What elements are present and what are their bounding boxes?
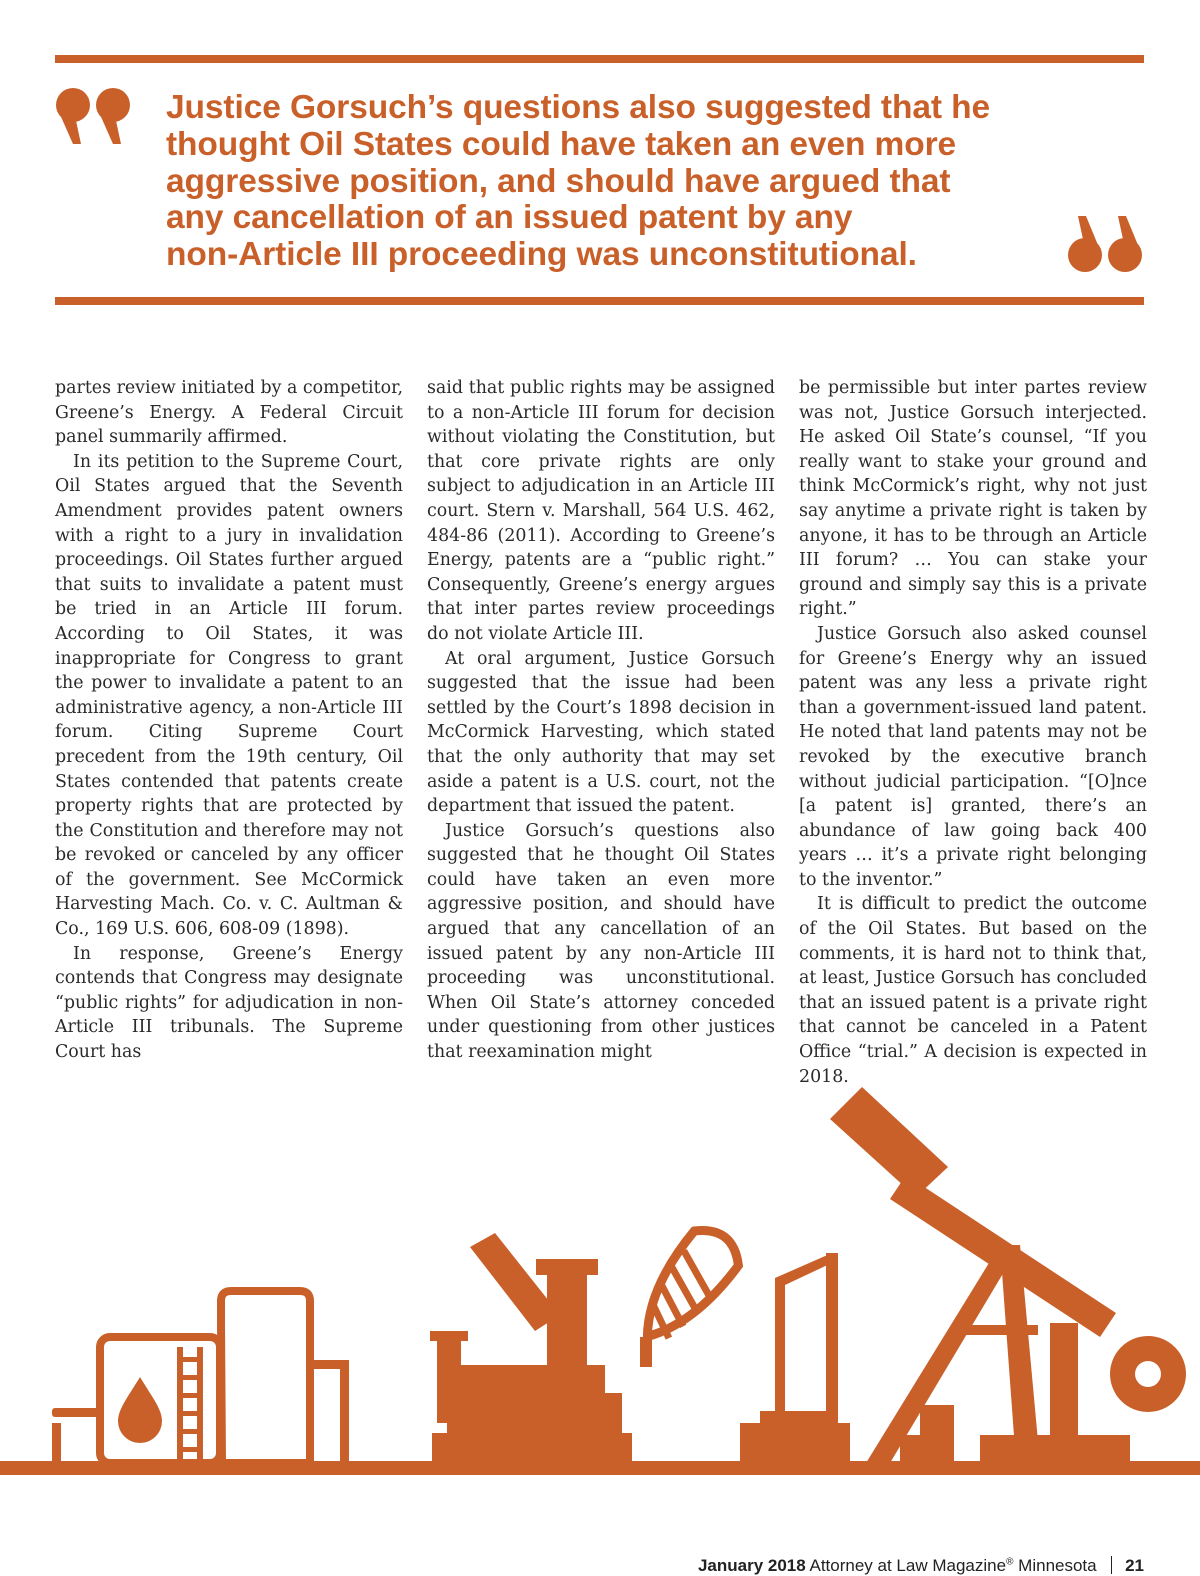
pull-quote-line: thought Oil States could have taken an even more bbox=[166, 125, 957, 163]
paragraph: In its petition to the Supreme Court, Oil States argued that the Seventh Amendment provides patent owners with a right to a jury in invalidation proceedings. Oil States further argued that suits to invalidate a patent must be tried in an Article III forum. According to Oil States, it was inappropriate for Congress to grant the power to invalidate a patent to an administrative agency, a non-Article III forum. Citing Supreme Court precedent from the 19th century, Oil States contended that patents create property rights that are protected by the Constitution and therefore may not be revoked or canceled by any officer of the government. See McCormick Harvesting Mach. Co. v. C. Aultman & Co., 169 U.S. 606, 608-09 (1898). bbox=[55, 451, 403, 940]
article-column-2 bbox=[427, 376, 775, 1065]
bottom-rule bbox=[55, 297, 1144, 305]
footer-magazine: Attorney at Law Magazine bbox=[809, 1556, 1007, 1575]
ladder-icon bbox=[177, 1347, 203, 1461]
paragraph: It is difficult to predict the outcome of the Oil States. But based on the comments, it is hard not to think that, at least, Justice Gorsuch has concluded that an issued patent is a private right that cannot be canceled in a Patent Office “trial.” A decision is expected in 2018. bbox=[799, 894, 1147, 1087]
pull-quote-line: Justice Gorsuch’s questions also suggested that he bbox=[166, 89, 991, 126]
pull-quote bbox=[166, 90, 1066, 274]
close-quote-icon bbox=[1068, 212, 1146, 272]
article-column-3 bbox=[799, 376, 1147, 1089]
paragraph: Justice Gorsuch also asked counsel for Greene’s Energy why an issued patent was any less a private right than a government-issued land patent. He noted that land patents may not be revoked by the executive branch without judicial participation. “[O]nce [a patent is] granted, there’s an abundance of law going back 400 years … it’s a private right belonging to the inventor.” bbox=[799, 623, 1147, 890]
paragraph: At oral argument, Justice Gorsuch suggested that the issue had been settled by the Court’s 1898 decision in McCormick Harvesting, which stated that the only authority that may set aside a patent is a U.S. court, not the department that issued the patent. bbox=[427, 648, 775, 817]
offshore-rig-icon bbox=[430, 1220, 747, 1463]
storage-tank-icon bbox=[52, 1291, 360, 1463]
top-rule bbox=[55, 55, 1144, 63]
oil-drop-icon bbox=[118, 1377, 162, 1443]
footer-date: January 2018 bbox=[697, 1556, 806, 1575]
pull-quote-line: aggressive position, and should have argued that bbox=[166, 162, 951, 200]
article-column-1 bbox=[55, 376, 403, 1065]
paragraph: In response, Greene’s Energy contends that Congress may designate “public rights” for adjudication in non-Article III tribunals. The Supreme Court has bbox=[55, 943, 403, 1063]
page-footer bbox=[698, 1556, 1144, 1576]
pull-quote-line: non-Article III proceeding was unconstitutional. bbox=[166, 236, 917, 274]
oil-industry-illustration bbox=[0, 1075, 1200, 1475]
footer-divider bbox=[1111, 1556, 1112, 1574]
paragraph: said that public rights may be assigned to a non-Article III forum for decision without violating the Constitution, but that core private rights are only subject to adjudication in an Article III court. Stern v. Marshall, 564 U.S. 462, 484-86 (2011). According to Greene’s Energy, patents are a “public right.” Consequently, Greene’s energy argues that inter partes review proceedings do not violate Article III. bbox=[427, 378, 775, 644]
open-quote-icon bbox=[55, 88, 135, 148]
page-number: 21 bbox=[1125, 1556, 1144, 1575]
paragraph: be permissible but inter partes review was not, Justice Gorsuch interjected. He asked Oil State’s counsel, “If you really want to stake your ground and think McCormick’s right, why not just say anytime a private right is taken by anyone, it has to be through an Article III forum? … You can stake your ground and simply say this is a private right.” bbox=[799, 378, 1147, 620]
pull-quote-line: any cancellation of an issued patent by any bbox=[166, 199, 853, 237]
paragraph: partes review initiated by a competitor, Greene’s Energy. A Federal Circuit panel summarily affirmed. bbox=[55, 378, 403, 448]
pumpjack-icon bbox=[740, 1087, 1186, 1463]
paragraph: Justice Gorsuch’s questions also suggested that he thought Oil States could have taken an even more aggressive position, and should have argued that any cancellation of an issued patent by any non-Article III proceeding was unconstitutional. When Oil State’s attorney conceded under questioning from other justices that reexamination might bbox=[427, 820, 775, 1063]
footer-edition: Minnesota bbox=[1018, 1556, 1097, 1575]
registered-mark: ® bbox=[1006, 1556, 1014, 1568]
